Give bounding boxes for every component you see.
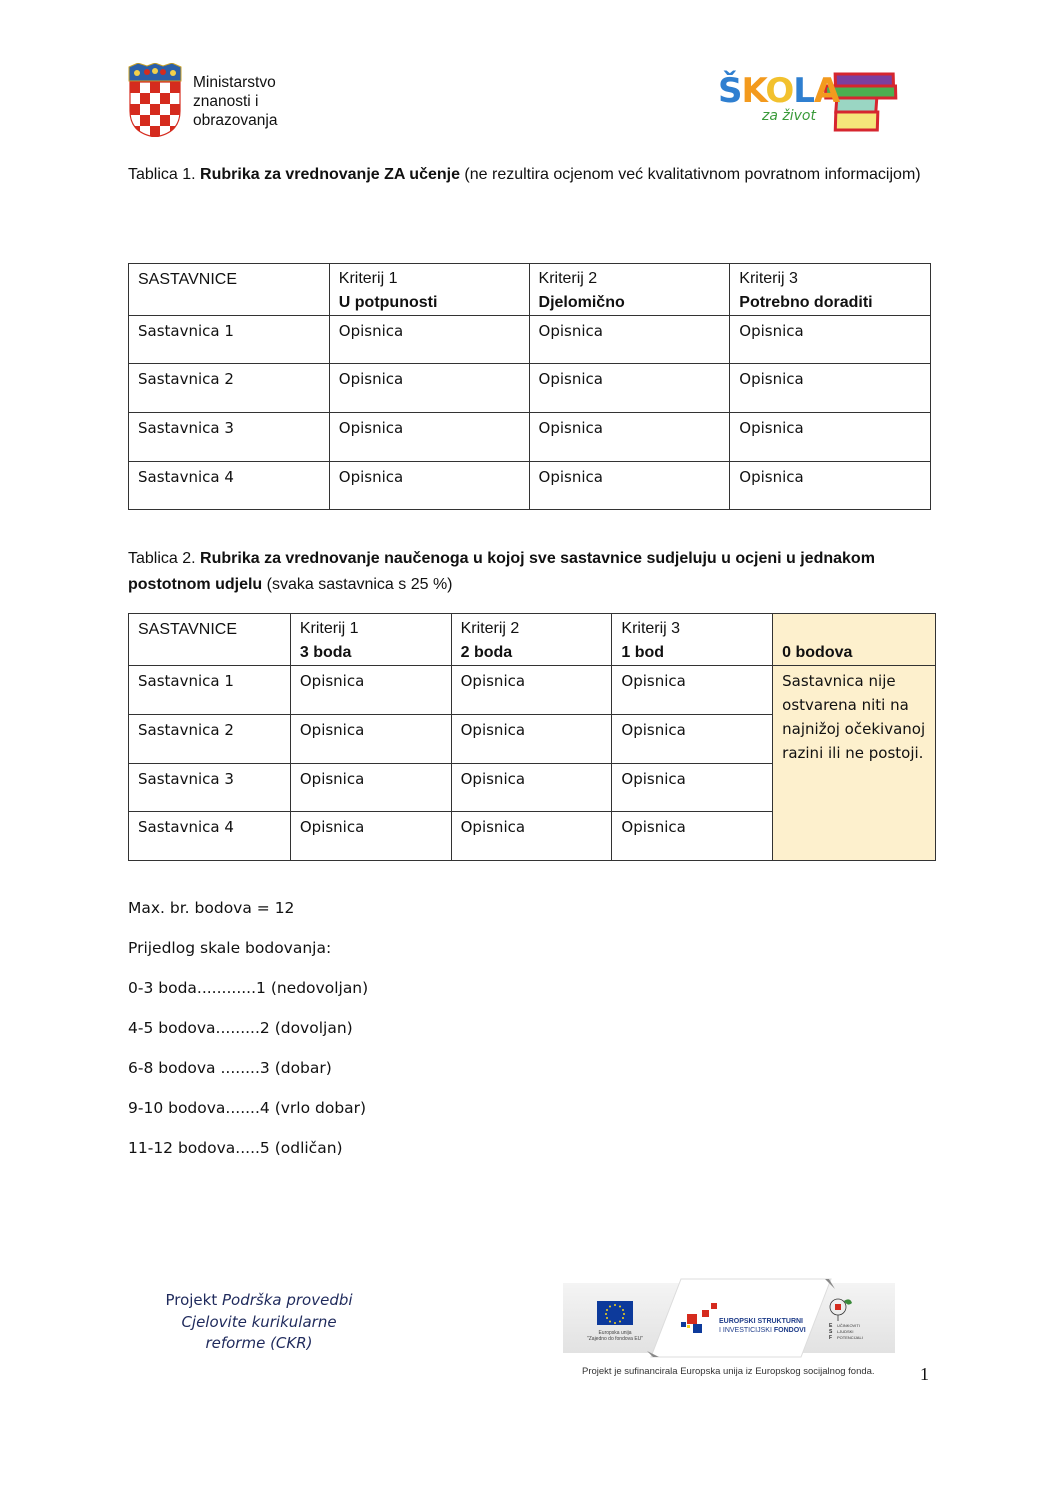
svg-text:I INVESTICIJSKI FONDOVI: I INVESTICIJSKI FONDOVI (719, 1327, 806, 1334)
header-cell: Kriterij 1 3 boda (290, 614, 451, 666)
skola-subtitle: za život (762, 108, 816, 124)
banner-background-icon (563, 1277, 895, 1359)
svg-text:"Zajedno do fondova EU": "Zajedno do fondova EU" (586, 1336, 644, 1342)
table-row (129, 462, 931, 510)
skola-wordmark: ŠKOLA (718, 71, 840, 111)
page-number: 1 (920, 1364, 929, 1384)
project-name: Podrška provedbi (221, 1291, 353, 1309)
header-cell: Kriterij 2 Djelomično (529, 264, 730, 316)
row-label: Sastavnica 3 (129, 413, 330, 462)
ministry-line: Ministarstvo (193, 74, 276, 91)
project-prefix: Projekt (165, 1291, 222, 1309)
max-points-text: Max. br. bodova = 12 (128, 899, 295, 917)
scale-title: Prijedlog skale bodovanja: (128, 939, 332, 957)
table-cell: Opisnica (529, 462, 730, 510)
zero-points-description: Sastavnica nije ostvarena niti na najnižoj očekivanoj razini ili ne postoji. (773, 666, 936, 861)
eu-funds-banner (563, 1277, 895, 1359)
svg-text:EUROPSKI STRUKTURNI: EUROPSKI STRUKTURNI (719, 1318, 804, 1325)
skola-za-zivot-logo (716, 68, 901, 132)
header-cell: Kriterij 1 U potpunosti (329, 264, 529, 316)
table-cell: Opisnica (290, 666, 451, 715)
table-cell: Opisnica (329, 316, 529, 364)
table-header-row (129, 264, 931, 316)
table-cell: Opisnica (730, 413, 931, 462)
caption-prefix: Tablica 1. (128, 166, 201, 183)
header-cell: Kriterij 3 1 bod (612, 614, 773, 666)
table1-caption (128, 162, 928, 188)
row-label: Sastavnica 1 (129, 316, 330, 364)
svg-text:E: E (829, 1323, 833, 1329)
table-cell: Opisnica (329, 413, 529, 462)
caption-note: (svaka sastavnica s 25 %) (262, 576, 453, 593)
svg-text:F: F (829, 1335, 833, 1341)
table-cell: Opisnica (612, 764, 773, 812)
table-cell: Opisnica (730, 364, 931, 413)
scale-item: 11-12 bodova.....5 (odličan) (128, 1139, 343, 1157)
table-cell: Opisnica (451, 764, 612, 812)
ministry-logo (128, 63, 298, 137)
scale-item: 6-8 bodova ........3 (dobar) (128, 1059, 332, 1077)
table2-caption (128, 546, 938, 598)
croatian-coat-of-arms-icon (128, 63, 182, 137)
project-name: reforme (CKR) (205, 1334, 313, 1352)
svg-text:UČINKOVITI: UČINKOVITI (837, 1323, 860, 1328)
row-label: Sastavnica 4 (129, 812, 291, 861)
svg-text:POTENCIJALI: POTENCIJALI (837, 1335, 863, 1340)
table-cell: Opisnica (290, 715, 451, 764)
table-cell: Opisnica (529, 364, 730, 413)
ministry-name (193, 73, 277, 130)
project-footer-text (150, 1290, 368, 1355)
row-label: Sastavnica 2 (129, 364, 330, 413)
row-label: Sastavnica 3 (129, 764, 291, 812)
table-cell: Opisnica (451, 715, 612, 764)
cofinancing-note: Projekt je sufinancirala Europska unija iz Europskog socijalnog fonda. (582, 1366, 875, 1377)
table-cell: Opisnica (612, 666, 773, 715)
header-cell: SASTAVNICE (129, 614, 291, 666)
scale-item: 4-5 bodova.........2 (dovoljan) (128, 1019, 353, 1037)
ministry-line: obrazovanja (193, 112, 278, 129)
svg-text:Europska unija: Europska unija (598, 1330, 632, 1336)
table-cell: Opisnica (451, 812, 612, 861)
rubric-table-2 (128, 613, 936, 861)
rubric-table-1 (128, 263, 931, 510)
table-cell: Opisnica (730, 316, 931, 364)
scale-item: 0-3 boda............1 (nedovoljan) (128, 979, 369, 997)
caption-note: (ne rezultira ocjenom već kvalitativnom povratnom informacijom) (459, 166, 921, 183)
caption-title: Rubrika za vrednovanje ZA učenje (200, 166, 460, 183)
table-cell: Opisnica (329, 364, 529, 413)
table-cell: Opisnica (529, 413, 730, 462)
svg-text:S: S (829, 1329, 833, 1335)
table-cell: Opisnica (290, 812, 451, 861)
table-cell: Opisnica (451, 666, 612, 715)
table-row (129, 666, 936, 715)
caption-title: Rubrika za vrednovanje naučenoga u kojoj sve sastavnice sudjeluju u ocjeni u jednakom postotnom udjelu (128, 550, 875, 593)
header-cell: Kriterij 2 2 boda (451, 614, 612, 666)
zero-points-header: 0 bodova (773, 614, 936, 666)
row-label: Sastavnica 1 (129, 666, 291, 715)
table-cell: Opisnica (730, 462, 931, 510)
header-cell: SASTAVNICE (129, 264, 330, 316)
table-row (129, 413, 931, 462)
project-name: Cjelovite kurikularne (181, 1312, 337, 1331)
table-header-row (129, 614, 936, 666)
table-cell: Opisnica (612, 715, 773, 764)
table-cell: Opisnica (329, 462, 529, 510)
table-row (129, 316, 931, 364)
caption-prefix: Tablica 2. (128, 550, 201, 567)
table-row (129, 364, 931, 413)
table-cell: Opisnica (529, 316, 730, 364)
row-label: Sastavnica 4 (129, 462, 330, 510)
header-cell: Kriterij 3 Potrebno doraditi (730, 264, 931, 316)
row-label: Sastavnica 2 (129, 715, 291, 764)
svg-text:LJUDSKI: LJUDSKI (837, 1329, 854, 1334)
table-cell: Opisnica (290, 764, 451, 812)
scale-item: 9-10 bodova.......4 (vrlo dobar) (128, 1099, 367, 1117)
ministry-line: znanosti i (193, 93, 259, 110)
table-cell: Opisnica (612, 812, 773, 861)
